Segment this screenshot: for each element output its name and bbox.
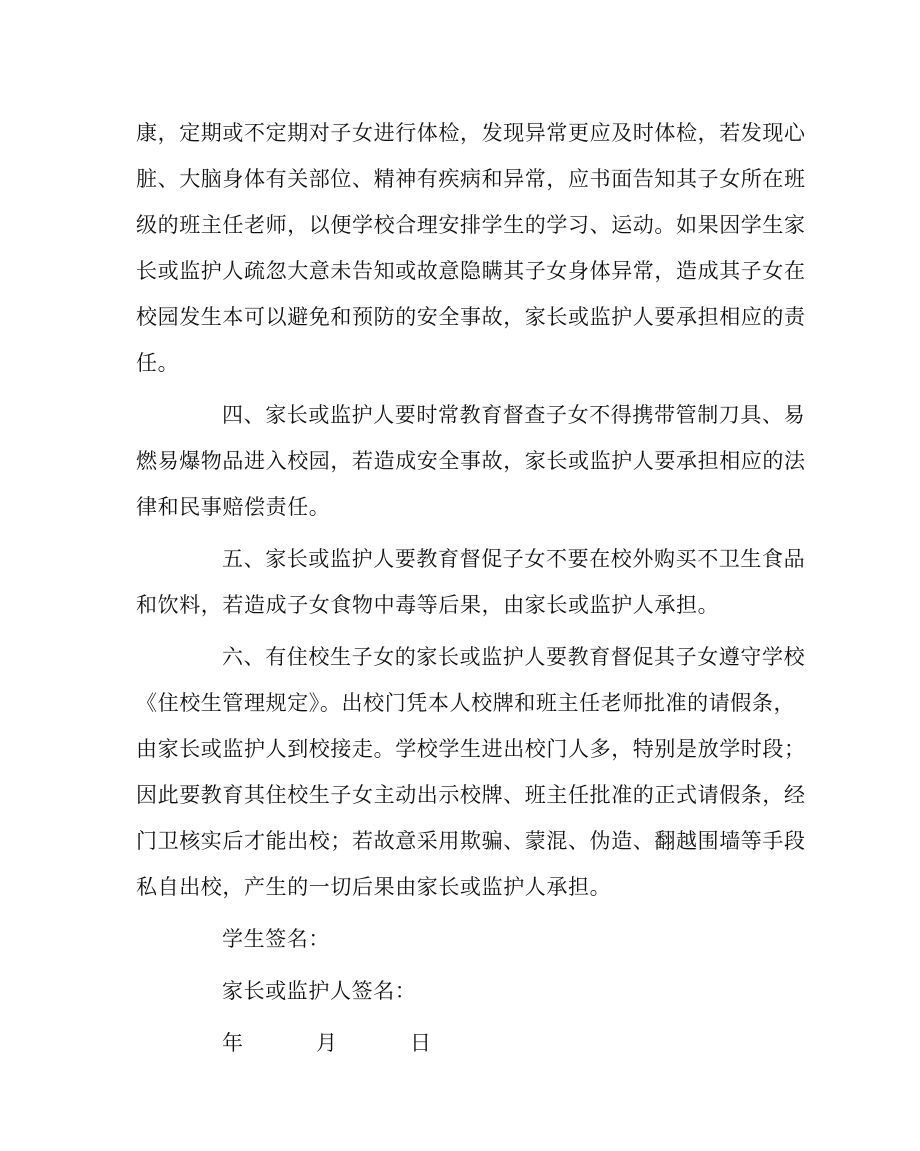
date-line xyxy=(136,1020,788,1066)
text-line: 五、家长或监护人要教育督促子女不要在校外购买不卫生食品 xyxy=(222,547,806,571)
paragraph-3-tail xyxy=(136,110,806,386)
text-line: 《住校生管理规定》。出校门凭本人校牌和班主任老师批准的请假条， xyxy=(136,691,796,715)
text-line: 因此要教育其住校生子女主动出示校牌、班主任批准的正式请假条，经 xyxy=(136,783,806,807)
text-line: 康，定期或不定期对子女进行体检，发现异常更应及时体检，若发现心 xyxy=(136,121,806,145)
month-label: 月 xyxy=(316,1031,338,1055)
paragraph-4 xyxy=(136,392,806,530)
student-signature-label: 学生签名： xyxy=(222,927,330,951)
text-line: 脏、大脑身体有关部位、精神有疾病和异常，应书面告知其子女所在班 xyxy=(136,167,806,191)
text-line: 私自出校，产生的一切后果由家长或监护人承担。 xyxy=(136,875,612,899)
parent-signature-label: 家长或监护人签名： xyxy=(222,979,417,1003)
year-label: 年 xyxy=(222,1031,244,1055)
paragraph-5 xyxy=(136,536,806,628)
paragraph-6 xyxy=(136,634,806,910)
text-line: 任。 xyxy=(136,351,180,375)
text-line: 和饮料，若造成子女食物中毒等后果，由家长或监护人承担。 xyxy=(136,593,720,617)
text-line: 校园发生本可以避免和预防的安全事故，家长或监护人要承担相应的责 xyxy=(136,305,806,329)
text-line: 级的班主任老师，以便学校合理安排学生的学习、运动。如果因学生家 xyxy=(136,213,806,237)
text-line: 六、有住校生子女的家长或监护人要教育督促其子女遵守学校 xyxy=(222,645,806,669)
text-line: 四、家长或监护人要时常教育督查子女不得携带管制刀具、易 xyxy=(222,403,806,427)
day-label: 日 xyxy=(410,1031,432,1055)
text-line: 由家长或监护人到校接走。学校学生进出校门人多，特别是放学时段； xyxy=(136,737,806,761)
text-line: 燃易爆物品进入校园，若造成安全事故，家长或监护人要承担相应的法 xyxy=(136,449,806,473)
text-line: 长或监护人疏忽大意未告知或故意隐瞒其子女身体异常，造成其子女在 xyxy=(136,259,806,283)
document-body xyxy=(136,110,806,1066)
text-line: 律和民事赔偿责任。 xyxy=(136,495,331,519)
text-line: 门卫核实后才能出校；若故意采用欺骗、蒙混、伪造、翻越围墙等手段 xyxy=(136,829,806,853)
